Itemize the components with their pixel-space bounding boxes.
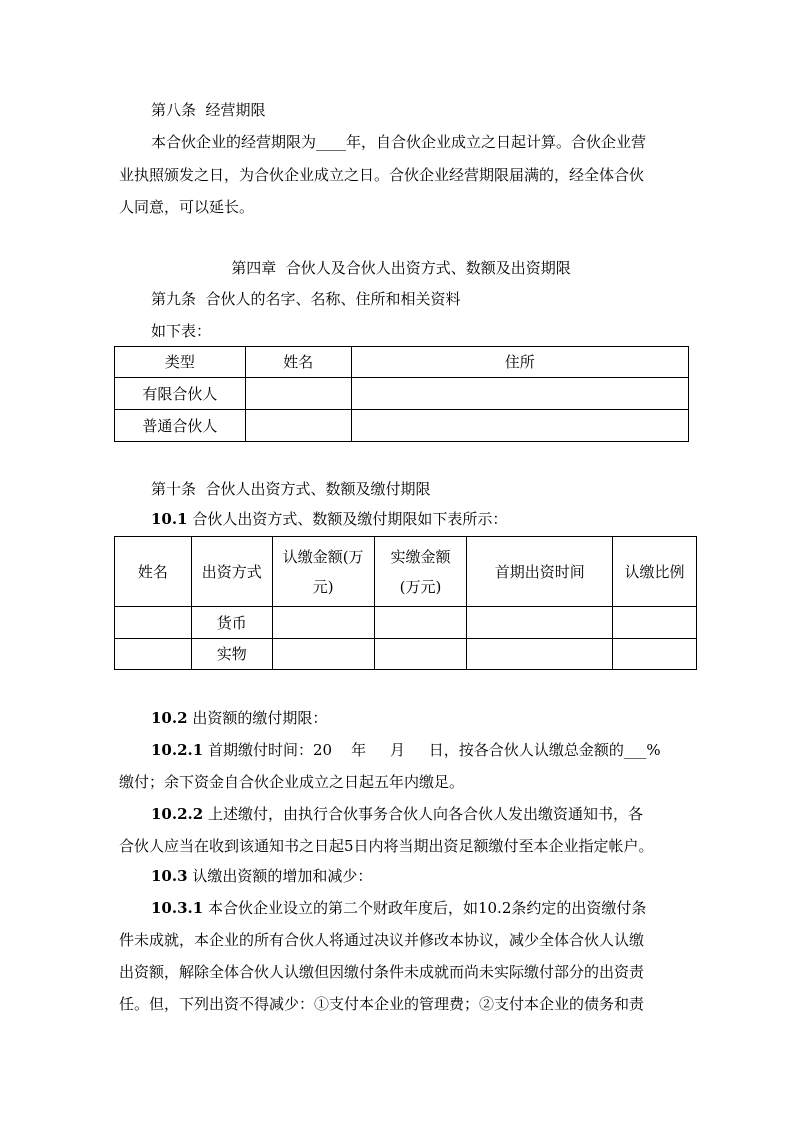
partner-info-table [114, 346, 689, 442]
art9-intro: 如下表： [151, 322, 212, 340]
table-header-cell: 首期出资时间 [467, 537, 613, 607]
section-text: 出资额的缴付期限： [187, 709, 328, 727]
table-cell [115, 639, 192, 670]
art10-section-10-3 [151, 866, 372, 886]
table-row [115, 378, 689, 410]
section-number: 10.1 [151, 510, 188, 528]
table-header-cell [374, 537, 467, 607]
art8-para-line2: 业执照颁发之日，为合伙企业成立之日。合伙企业经营期限届满的，经全体合伙 [119, 166, 645, 184]
art10-section-10-3-1-line1 [151, 898, 646, 918]
table-cell: 普通合伙人 [115, 410, 246, 442]
table-cell [272, 607, 374, 639]
table-cell: 货币 [191, 607, 272, 639]
art8-para-line3: 人同意，可以延长。 [119, 198, 255, 216]
art10-section-10-2-2-line1 [151, 804, 643, 824]
table-cell [115, 607, 192, 639]
table-header-cell: 姓名 [115, 537, 192, 607]
header-line: 元) [312, 577, 334, 596]
section-number: 10.3 [151, 867, 188, 885]
table-cell [467, 639, 613, 670]
section-number: 10.2.2 [151, 805, 204, 823]
art10-section-10-1 [151, 509, 507, 529]
table-header-cell: 住所 [351, 347, 688, 378]
section-number: 10.2.1 [151, 741, 204, 759]
art10-section-10-3-1-line4: 任。但，下列出资不得减少：①支付本企业的管理费；②支付本企业的债务和责 [119, 995, 645, 1013]
art10-section-10-2-1-line1 [151, 740, 661, 760]
table-cell [613, 639, 697, 670]
art10-section-10-2-2-line2: 合伙人应当在收到该通知书之日起5日内将当期出资足额缴付至本企业指定帐户。 [119, 837, 654, 855]
art8-heading: 第八条 经营期限 [151, 101, 266, 119]
table-row [115, 639, 697, 670]
section-number: 10.2 [151, 709, 188, 727]
table-cell [374, 607, 467, 639]
table-cell [374, 639, 467, 670]
art9-heading: 第九条 合伙人的名字、名称、住所和相关资料 [151, 290, 461, 308]
section-text: 上述缴付，由执行合伙事务合伙人向各合伙人发出缴资通知书，各 [203, 805, 643, 823]
table-cell [613, 607, 697, 639]
table-header-cell: 认缴比例 [613, 537, 697, 607]
section-text: 合伙人出资方式、数额及缴付期限如下表所示： [187, 510, 508, 528]
table-cell: 有限合伙人 [115, 378, 246, 410]
table-cell [245, 410, 351, 442]
header-line: 实缴金额 [390, 547, 451, 566]
table-header-cell: 出资方式 [191, 537, 272, 607]
art10-section-10-2 [151, 708, 327, 728]
art10-section-10-3-1-line3: 出资额，解除全体合伙人认缴但因缴付条件未成就而尚未实际缴付部分的出资责 [119, 963, 645, 981]
table-cell [351, 378, 688, 410]
art10-section-10-2-1-line2: 缴付；余下资金自合伙企业成立之日起五年内缴足。 [119, 773, 465, 791]
table-cell [351, 410, 688, 442]
table-row [115, 607, 697, 639]
table-cell: 实物 [191, 639, 272, 670]
table-header-row [115, 537, 697, 607]
header-line: (万元) [399, 577, 442, 596]
table-header-row [115, 347, 689, 378]
section-text: 认缴出资额的增加和减少： [187, 867, 373, 885]
table-cell [245, 378, 351, 410]
section-text: 本合伙企业设立的第二个财政年度后，如10.2条约定的出资缴付条 [203, 899, 647, 917]
contribution-table [114, 536, 697, 670]
table-header-cell: 姓名 [245, 347, 351, 378]
section-number: 10.3.1 [151, 899, 204, 917]
section-text: 首期缴付时间：20 年 月 日，按各合伙人认缴总金额的___% [203, 741, 661, 759]
table-header-cell [272, 537, 374, 607]
art10-heading: 第十条 合伙人出资方式、数额及缴付期限 [151, 480, 431, 498]
header-line: 认缴金额(万 [282, 547, 364, 566]
chapter4-title: 第四章 合伙人及合伙人出资方式、数额及出资期限 [231, 259, 571, 277]
table-row [115, 410, 689, 442]
table-header-cell: 类型 [115, 347, 246, 378]
art10-section-10-3-1-line2: 件未成就，本企业的所有合伙人将通过决议并修改本协议，减少全体合伙人认缴 [119, 931, 645, 949]
art8-para-line1: 本合伙企业的经营期限为____年，自合伙企业成立之日起计算。合伙企业营 [151, 133, 647, 151]
table-cell [467, 607, 613, 639]
table-cell [272, 639, 374, 670]
